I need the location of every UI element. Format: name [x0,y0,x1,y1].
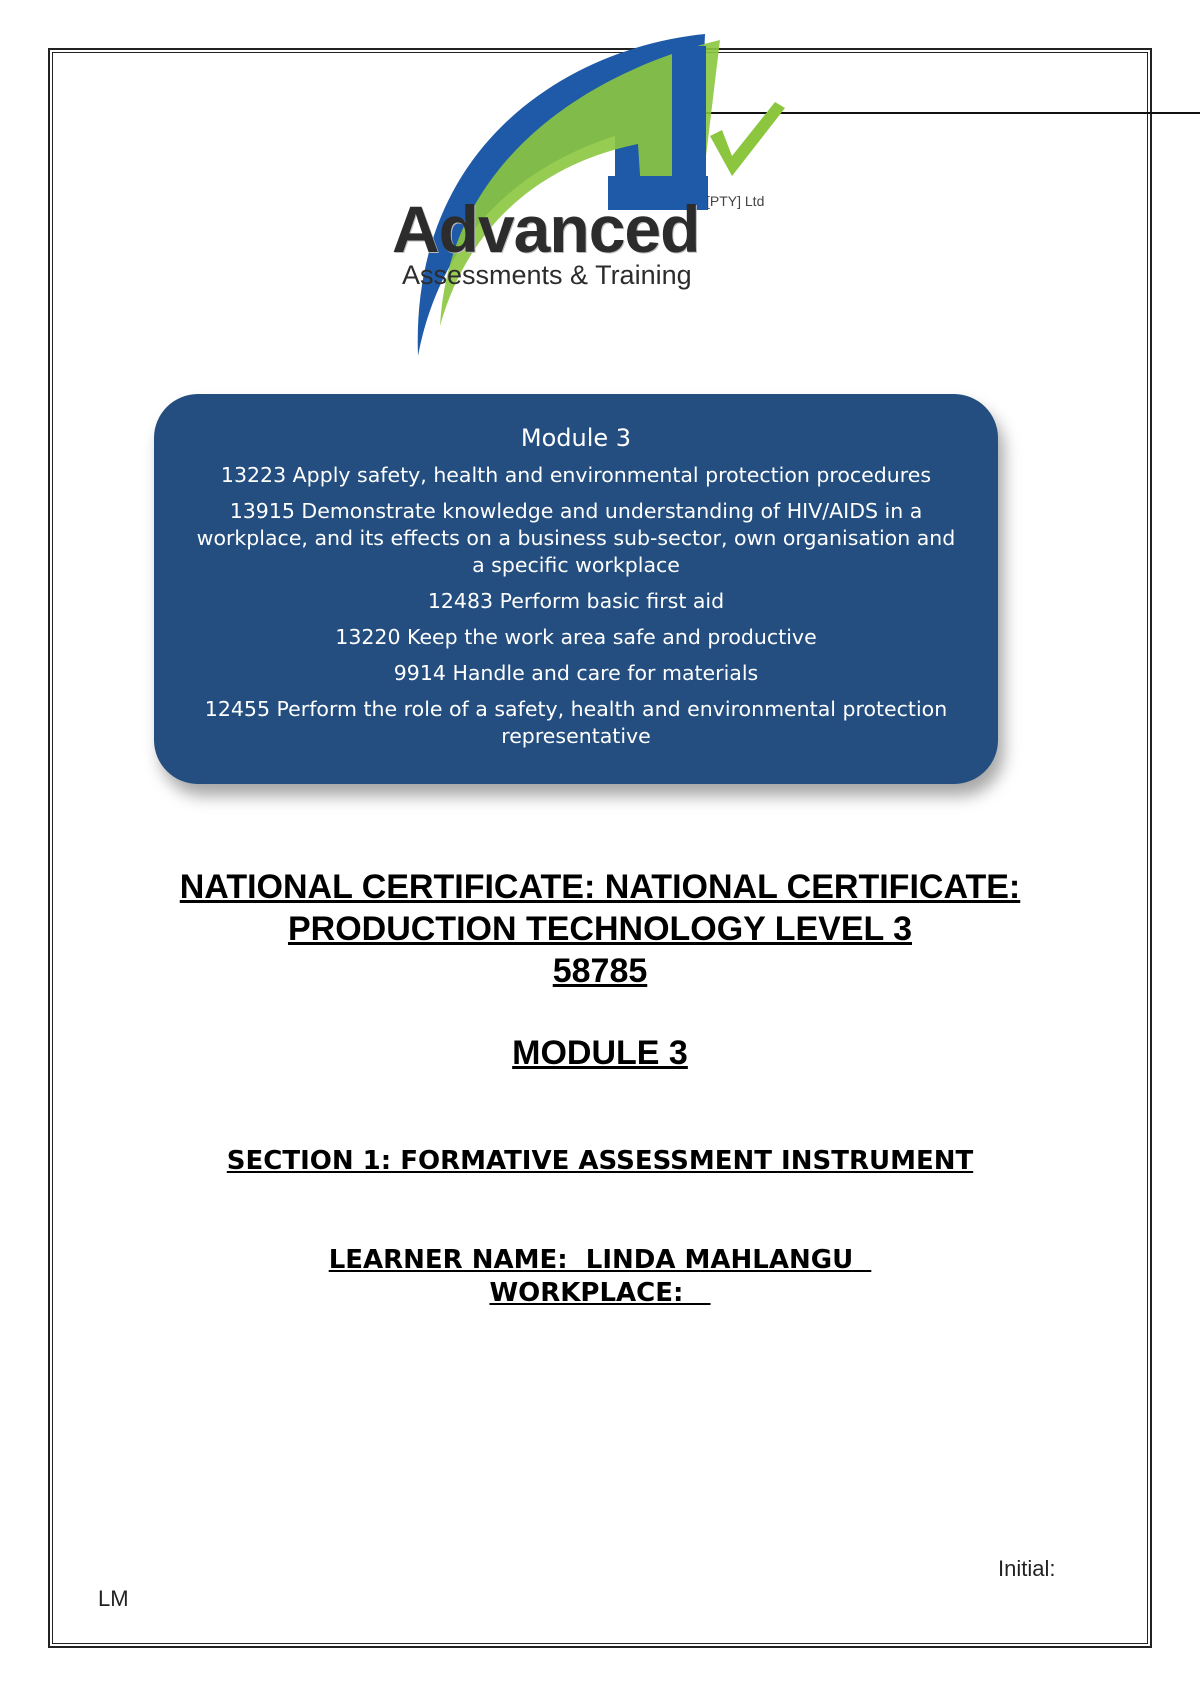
logo-wordmark [392,192,812,290]
certificate-title [60,866,1140,992]
workplace-line: WORKPLACE: [489,1278,711,1308]
module-heading: MODULE 3 [512,1034,688,1072]
checkmark-icon [710,102,785,176]
initial-value: LM [98,1586,129,1611]
unit-standard-item: 12455 Perform the role of a safety, health and environmental protection representative [204,697,948,748]
unit-standard-item: 13915 Demonstrate knowledge and understanding of HIV/AIDS in a workplace, and its effects on a business sub-sector, own organisation and a specific workplace [196,499,956,577]
module-units-box [154,394,998,784]
initial-label: Initial: [998,1556,1056,1581]
unit-standard-item: 9914 Handle and care for materials [393,661,759,685]
learner-details [60,1244,1140,1310]
learner-name-line: LEARNER NAME: LINDA MAHLANGU [328,1245,872,1275]
certificate-line-2: PRODUCTION TECHNOLOGY LEVEL 3 [287,910,913,948]
certificate-saqa-id: 58785 [552,952,648,990]
unit-standard-item: 13223 Apply safety, health and environmental protection procedures [220,463,932,487]
certificate-line-1: NATIONAL CERTIFICATE: NATIONAL CERTIFICATE: [179,868,1021,906]
logo-company-word: Advanced [392,192,700,266]
section-heading: SECTION 1: FORMATIVE ASSESSMENT INSTRUMENT [226,1146,974,1176]
module-box-title: Module 3 [520,424,632,452]
unit-standard-item: 13220 Keep the work area safe and productive [335,625,817,649]
unit-standard-item: 12483 Perform basic first aid [427,589,725,613]
logo-company-sub: Assessments & Training [402,260,692,290]
logo-blue-post [672,46,706,210]
logo-pty-ltd: [PTY] Ltd [706,193,765,209]
